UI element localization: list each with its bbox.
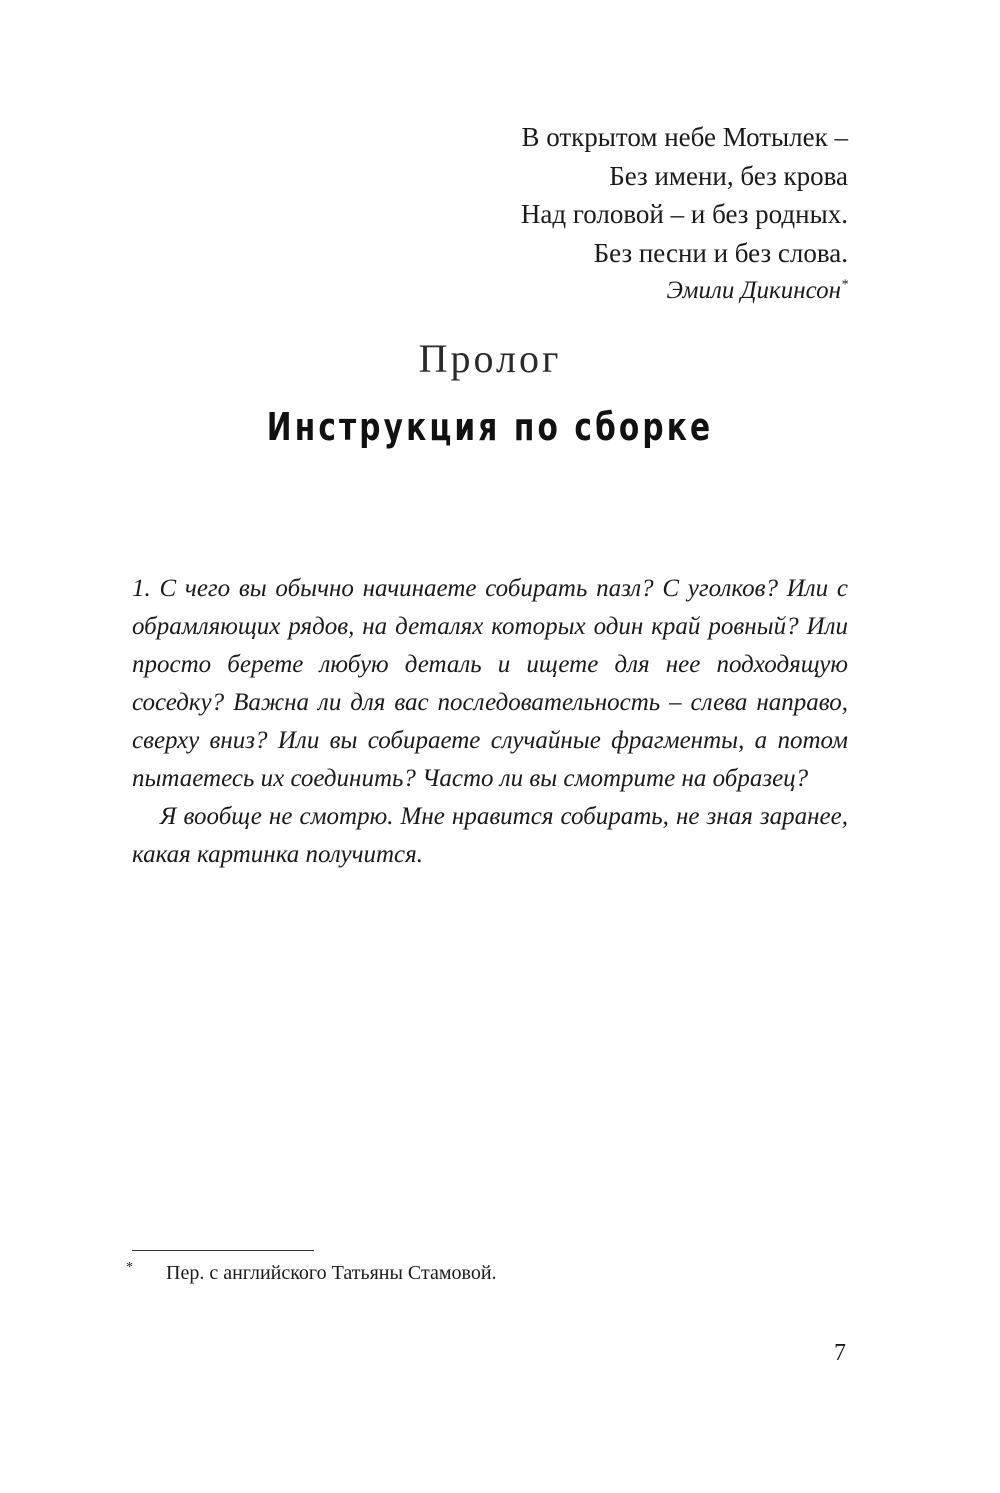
epigraph-line-3: Над головой – и без родных. [520, 199, 848, 229]
footnote-divider [132, 1250, 314, 1251]
epigraph-line-2: Без имени, без крова [609, 160, 848, 191]
epigraph-line-1: В открытом небе Мотылек – [521, 122, 848, 152]
chapter-title: Инструкция по сборке [266, 405, 714, 449]
epigraph-line-4: Без песни и без слова. [593, 237, 848, 268]
epigraph [521, 118, 848, 310]
chapter-label: Пролог [418, 336, 562, 381]
footnote: * Пер. с английского Татьяны Стамовой. [126, 1260, 497, 1284]
body-paragraph-1: 1. С чего вы обычно начинаете собирать пазл? С уголков? Или с обрамляющих рядов, на деталях которых один край ровный? Или просто берете любую деталь и ищете для нее подходящую соседку? Важна ли для вас последовательность – слева направо, сверху вниз? Или вы собираете случайные фрагменты, а потом пытаетесь их соединить? Часто ли вы смотрите на образец? [132, 575, 848, 792]
body-paragraph-2: Я вообще не смотрю. Мне нравится собирать, не зная заранее, какая картинка получится. [132, 803, 848, 868]
page-number: 7 [834, 1340, 846, 1366]
footnote-text: Пер. с английского Татьяны Стамовой. [166, 1262, 497, 1284]
body-text [132, 570, 848, 874]
epigraph-footnote-mark: * [841, 277, 848, 293]
epigraph-author [521, 272, 848, 310]
epigraph-author-name: Эмили Дикинсон [666, 277, 841, 304]
